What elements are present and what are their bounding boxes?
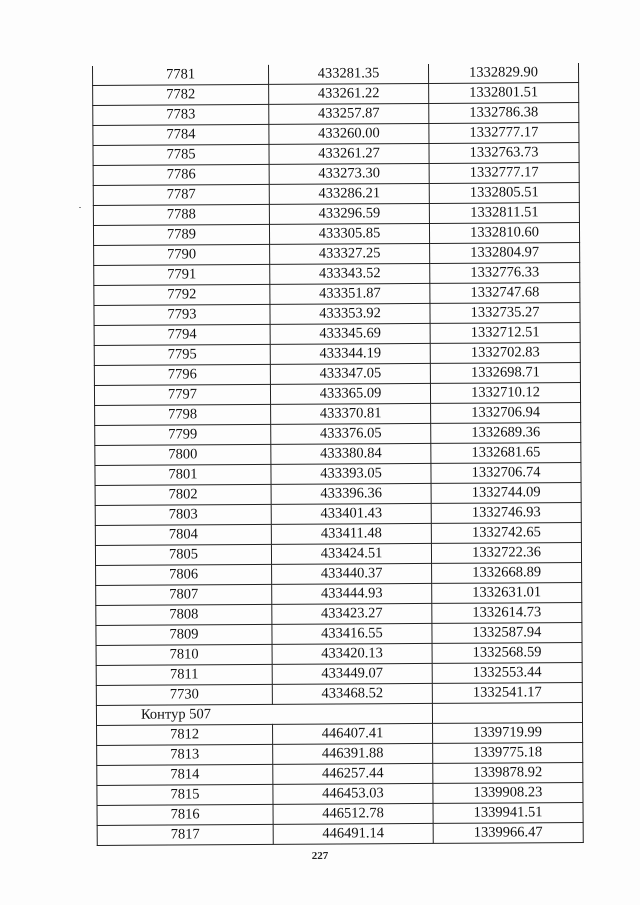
point-number-cell: 7730 xyxy=(96,684,272,705)
y-coordinate-cell: 1332810.60 xyxy=(429,223,579,244)
x-coordinate-cell: 433343.52 xyxy=(270,263,430,284)
point-number-cell: 7799 xyxy=(95,424,271,445)
y-coordinate-cell: 1339878.92 xyxy=(433,763,583,784)
point-number-cell: 7813 xyxy=(97,744,273,765)
table-row xyxy=(95,443,581,466)
point-number-cell: 7805 xyxy=(95,544,271,565)
point-number-cell: 7793 xyxy=(94,304,270,325)
table-row xyxy=(95,543,581,566)
y-coordinate-cell: 1332777.17 xyxy=(429,123,579,144)
table-row xyxy=(94,383,580,406)
point-number-cell: 7815 xyxy=(97,784,273,805)
y-coordinate-cell: 1332706.94 xyxy=(431,403,581,424)
page-number: 227 xyxy=(311,850,329,862)
y-coordinate-cell: 1332587.94 xyxy=(432,623,582,644)
table-row xyxy=(97,723,583,746)
x-coordinate-cell: 433296.59 xyxy=(269,203,429,224)
y-coordinate-cell: 1332746.93 xyxy=(431,503,581,524)
x-coordinate-cell: 433365.09 xyxy=(270,383,430,404)
point-number-cell: 7802 xyxy=(95,484,271,505)
point-number-cell: 7810 xyxy=(96,644,272,665)
x-coordinate-cell: 433440.37 xyxy=(272,563,432,584)
y-coordinate-cell: 1332747.68 xyxy=(430,283,580,304)
x-coordinate-cell: 433424.51 xyxy=(271,543,431,564)
point-number-cell: 7790 xyxy=(94,244,270,265)
x-coordinate-cell: 433423.27 xyxy=(272,603,432,624)
point-number-cell: 7786 xyxy=(93,164,269,185)
y-coordinate-cell: 1332786.38 xyxy=(429,103,579,124)
x-coordinate-cell: 433396.36 xyxy=(271,483,431,504)
table-row xyxy=(94,303,580,326)
x-coordinate-cell: 433401.43 xyxy=(271,503,431,524)
point-number-cell: 7812 xyxy=(97,724,273,745)
point-number-cell: 7798 xyxy=(95,404,271,425)
x-coordinate-cell: 433376.05 xyxy=(271,423,431,444)
table-row xyxy=(96,683,582,706)
x-coordinate-cell: 446453.03 xyxy=(273,783,433,804)
x-coordinate-cell: 433411.48 xyxy=(271,523,431,544)
point-number-cell: 7806 xyxy=(96,564,272,585)
y-coordinate-cell: 1332614.73 xyxy=(432,603,582,624)
table-row xyxy=(93,223,579,246)
point-number-cell: 7801 xyxy=(95,464,271,485)
table-row xyxy=(97,823,583,846)
table-row xyxy=(94,363,580,386)
x-coordinate-cell: 446491.14 xyxy=(273,823,433,844)
y-coordinate-cell: 1339966.47 xyxy=(433,823,583,844)
table-row xyxy=(95,523,581,546)
point-number-cell: 7787 xyxy=(93,184,269,205)
x-coordinate-cell: 433261.22 xyxy=(269,83,429,104)
table-row xyxy=(93,183,579,206)
y-coordinate-cell: 1332702.83 xyxy=(430,343,580,364)
point-number-cell: 7783 xyxy=(93,104,269,125)
x-coordinate-cell: 433345.69 xyxy=(270,323,430,344)
x-coordinate-cell: 446512.78 xyxy=(273,803,433,824)
y-coordinate-cell: 1332698.71 xyxy=(430,363,580,384)
table-row xyxy=(94,263,580,286)
y-coordinate-cell: 1332777.17 xyxy=(429,163,579,184)
x-coordinate-cell: 433260.00 xyxy=(269,123,429,144)
point-number-cell: 7782 xyxy=(93,84,269,105)
x-coordinate-cell: 446391.88 xyxy=(273,743,433,764)
y-coordinate-cell: 1332706.74 xyxy=(431,463,581,484)
table-row xyxy=(96,583,582,606)
x-coordinate-cell: 433416.55 xyxy=(272,623,432,644)
table-row xyxy=(95,463,581,486)
point-number-cell: 7794 xyxy=(94,324,270,345)
table-row xyxy=(96,663,582,686)
y-coordinate-cell: 1332631.01 xyxy=(432,583,582,604)
y-coordinate-cell: 1332689.36 xyxy=(431,423,581,444)
point-number-cell: 7803 xyxy=(95,504,271,525)
x-coordinate-cell: 433420.13 xyxy=(272,643,432,664)
point-number-cell: 7789 xyxy=(93,224,269,245)
x-coordinate-cell: 446257.44 xyxy=(273,763,433,784)
x-coordinate-cell: 433286.21 xyxy=(269,183,429,204)
x-coordinate-cell: 446407.41 xyxy=(273,723,433,744)
table-row xyxy=(92,63,578,85)
scan-speck xyxy=(79,207,81,208)
table-row xyxy=(96,643,582,666)
x-coordinate-cell: 433347.05 xyxy=(270,363,430,384)
y-coordinate-cell: 1332804.97 xyxy=(430,243,580,264)
x-coordinate-cell: 433281.35 xyxy=(268,64,428,84)
point-number-cell: 7791 xyxy=(94,264,270,285)
table-row xyxy=(93,203,579,226)
table-row xyxy=(96,563,582,586)
point-number-cell: 7795 xyxy=(94,344,270,365)
table-row xyxy=(93,103,579,126)
point-number-cell: 7788 xyxy=(93,204,269,225)
coordinates-table-body xyxy=(92,63,583,845)
table-row xyxy=(93,83,579,106)
y-coordinate-cell: 1339719.99 xyxy=(433,723,583,744)
point-number-cell: 7816 xyxy=(97,804,273,825)
table-row xyxy=(94,323,580,346)
y-coordinate-cell: 1332763.73 xyxy=(429,143,579,164)
y-coordinate-cell: 1332710.12 xyxy=(430,383,580,404)
x-coordinate-cell: 433257.87 xyxy=(269,103,429,124)
x-coordinate-cell: 433370.81 xyxy=(271,403,431,424)
y-coordinate-cell: 1332541.17 xyxy=(432,683,582,704)
table-row xyxy=(94,283,580,306)
table-row xyxy=(93,123,579,146)
point-number-cell: 7792 xyxy=(94,284,270,305)
table-row xyxy=(97,783,583,806)
table-row xyxy=(96,603,582,626)
y-coordinate-cell: 1332712.51 xyxy=(430,323,580,344)
point-number-cell: 7785 xyxy=(93,144,269,165)
table-row xyxy=(95,503,581,526)
x-coordinate-cell: 433380.84 xyxy=(271,443,431,464)
table-row xyxy=(95,403,581,426)
y-coordinate-cell: 1332722.36 xyxy=(431,543,581,564)
point-number-cell: 7784 xyxy=(93,124,269,145)
x-coordinate-cell: 433444.93 xyxy=(272,583,432,604)
table-row xyxy=(94,243,580,266)
y-coordinate-cell: 1339941.51 xyxy=(433,803,583,824)
x-coordinate-cell: 433393.05 xyxy=(271,463,431,484)
y-coordinate-cell: 1332735.27 xyxy=(430,303,580,324)
point-number-cell: 7817 xyxy=(97,824,273,845)
table-row xyxy=(94,343,580,366)
point-number-cell: 7800 xyxy=(95,444,271,465)
table-row xyxy=(96,623,582,646)
table-row xyxy=(97,743,583,766)
point-number-cell: 7804 xyxy=(95,524,271,545)
point-number-cell: 7796 xyxy=(94,364,270,385)
table-row xyxy=(95,483,581,506)
y-coordinate-cell: 1332776.33 xyxy=(430,263,580,284)
point-number-cell: 7811 xyxy=(96,664,272,685)
y-coordinate-cell: 1332742.65 xyxy=(431,523,581,544)
x-coordinate-cell: 433261.27 xyxy=(269,143,429,164)
table-row xyxy=(97,763,583,786)
y-coordinate-cell: 1332801.51 xyxy=(429,83,579,104)
y-coordinate-cell: 1332568.59 xyxy=(432,643,582,664)
y-coordinate-cell: 1339775.18 xyxy=(433,743,583,764)
y-coordinate-cell: 1332553.44 xyxy=(432,663,582,684)
y-coordinate-cell: 1332681.65 xyxy=(431,443,581,464)
point-number-cell: 7809 xyxy=(96,624,272,645)
y-coordinate-cell: 1339908.23 xyxy=(433,783,583,804)
point-number-cell: 7781 xyxy=(92,65,268,86)
x-coordinate-cell: 433273.30 xyxy=(269,163,429,184)
point-number-cell: 7807 xyxy=(96,584,272,605)
y-coordinate-cell: 1332811.51 xyxy=(429,203,579,224)
y-coordinate-cell: 1332744.09 xyxy=(431,483,581,504)
x-coordinate-cell: 433351.87 xyxy=(270,283,430,304)
point-number-cell: 7797 xyxy=(94,384,270,405)
coordinates-table xyxy=(92,63,584,846)
x-coordinate-cell: 433449.07 xyxy=(272,663,432,684)
x-coordinate-cell: 433353.92 xyxy=(270,303,430,324)
x-coordinate-cell: 433344.19 xyxy=(270,343,430,364)
table-row xyxy=(95,423,581,446)
point-number-cell: 7814 xyxy=(97,764,273,785)
x-coordinate-cell: 433468.52 xyxy=(272,683,432,704)
y-coordinate-cell: 1332829.90 xyxy=(428,63,578,83)
table-row xyxy=(97,803,583,826)
x-coordinate-cell: 433327.25 xyxy=(270,243,430,264)
x-coordinate-cell: 433305.85 xyxy=(269,223,429,244)
y-coordinate-cell: 1332668.89 xyxy=(432,563,582,584)
empty-cell xyxy=(432,703,582,724)
table-row xyxy=(93,163,579,186)
contour-label: Контур 507 xyxy=(96,703,432,725)
y-coordinate-cell: 1332805.51 xyxy=(429,183,579,204)
point-number-cell: 7808 xyxy=(96,604,272,625)
table-row xyxy=(93,143,579,166)
